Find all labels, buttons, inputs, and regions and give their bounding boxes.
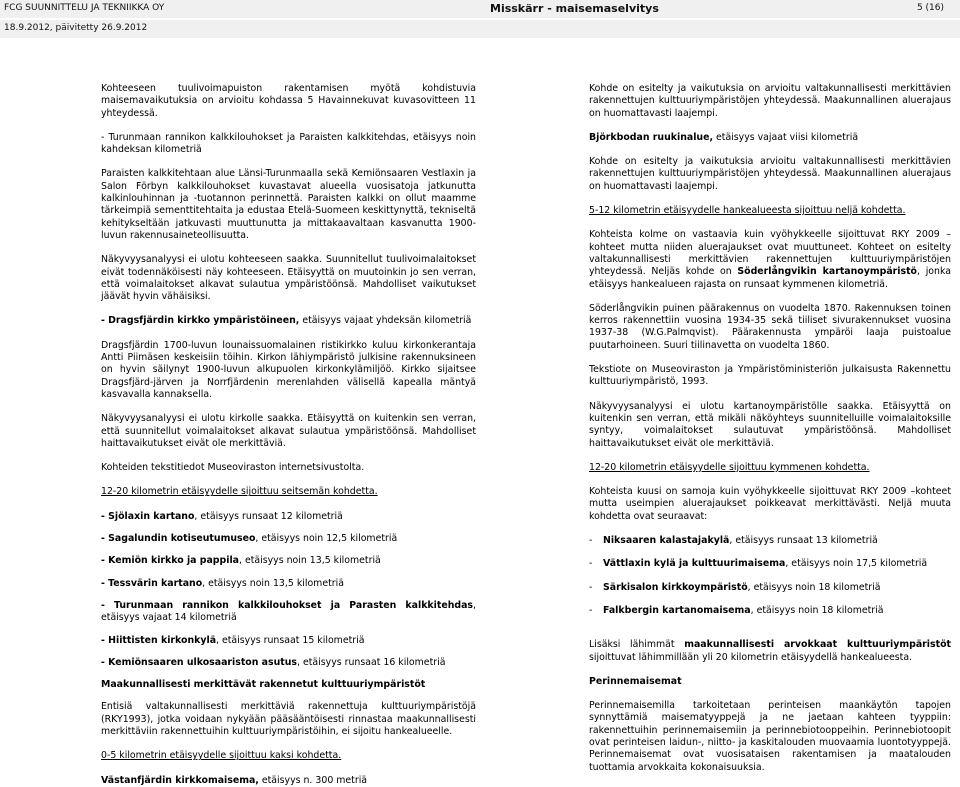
range-12-20-heading: 12-20 kilometrin etäisyydelle sijoittuu seitsemän kohdetta. <box>101 486 378 498</box>
dragsfjard-heading: - Dragsfjärdin kirkko ympäristöineen, etäisyys vajaat yhdeksän kilometriä <box>101 315 472 327</box>
dragsfjard-visibility: Näkyvyysanalyysi ei ulotu kirkolle saakka. Etäisyyttä on kuitenkin sen verran, että suunnitellut voimalaitokset alkavat sulautua ympäristöönsä. Mahdolliset haittavaikutukset eivät ole merkittäviä. <box>101 413 476 449</box>
list-item: - Kemiön kirkko ja pappila, etäisyys noin 13,5 kilometriä <box>101 555 381 567</box>
regional-heading: Maakunnallisesti merkittävät rakennetut kulttuuriympäristöt <box>101 679 426 691</box>
dragsfjard-description: Dragsfjärdin 1700-luvun lounaissuomalainen ristikirkko kuluu kirkonkerantaja Antti Piimäsen keskeisiin töihin. Kirkon lähiympäristö julkisine rakennuksineen on hyvin säilynyt 1900-luvun alkupuolen kirkonkylämiljöö. Kirkko sijaitsee Dragsfjärd-järven ja Norrfjärdenin merenlahden välisellä kapealla mäntyä kasvavalla kannaksella. <box>101 339 476 400</box>
list-item: - Niksaaren kalastajakylä, etäisyys runsaat 13 kilometriä <box>589 535 878 547</box>
perinnemaisemat-description: Perinnemaisemilla tarkoitetaan perinteisen maankäytön tapojen synnyttämiä maisematyyppejä ja ne jaetaan kahteen tyyppiin: rakennettuihin perinnemaisemiin ja perinnebiotooppeihin. Perinnebiotoopit ovat perinteisen laidun-, niitto- ja kaskitalouden muovaamia luontotyyppejä. Perinnemaisemat ovat vuosisataisen rakentamisen ja maatalouden tuottamia arvokkaita kokonaisuuksia. <box>589 700 951 773</box>
list-item: - Kemiönsaaren ulkosaariston asutus, etäisyys runsaat 16 kilometriä <box>101 656 446 668</box>
bjorkbodan-heading: Björkbodan ruukinalue, etäisyys vajaat viisi kilometriä <box>589 131 859 143</box>
left-column <box>101 83 476 787</box>
rky-paragraph: Kohteista kolme on vastaavia kuin vyöhykkeelle sijoittuvat RKY 2009 –kohteet mutta niiden aluerajaukset ovat muuttuneet. Kohteet on esitelty valtakunnallisesti merkittävien rakennettujen kulttuuriympäristöjen yhteydessä. Neljäs kohde on Söderlångvikin kartanoympäristö, jonka etäisyys hankealueen rajasta on runsaat kymmenen kilometriä. <box>589 229 951 290</box>
page-number: 5 (16) <box>916 3 944 13</box>
visibility-paragraph: Näkyvyysanalyysi ei ulotu kartanoympäristölle saakka. Etäisyyttä on kuitenkin sen verran, että mikäli näköyhteys suunnitelluille voimalaitoksille syntyy, voimalaitokset sulautuvat ympäristöönsä. Mahdolliset haittavaikutukset eivät ole merkittäviä. <box>589 400 951 449</box>
turunmaa-description: Paraisten kalkkitehtaan alue Länsi-Turunmaalla sekä Kemiönsaaren Vestlaxin ja Salon Förbyn kalkkilouhokset kuvastavat alueella vuosisatoja jatkunutta kalkinlouhinnan ja -tuotannon perinnettä. Paraisten kalkki on ollut maamme tärkeimpiä sementtitehtaita ja edustaa Etelä-Suomeen keskittynyttä, tekniseltä kehitykseltään jatkuvasti muuttunutta ja mittakaavaltaan kasvanutta 1900-luvun rakennusaineteollisuutta. <box>101 168 476 241</box>
header-bar <box>0 0 960 18</box>
site-list-right <box>589 535 951 617</box>
right-column <box>589 83 951 786</box>
list-item: - Sjölaxin kartano, etäisyys runsaat 12 kilometriä <box>101 510 343 522</box>
source-note-2: Tekstiote on Museoviraston ja Ympäristöministeriön julkaisusta Rakennettu kulttuuriympäristö, 1993. <box>589 364 951 388</box>
lisaksi-paragraph: Lisäksi lähimmät maakunnallisesti arvokkaat kulttuuriympäristöt sijoittuvat lähimmillään yli 20 kilometrin etäisyydellä hankealueesta. <box>589 639 951 663</box>
list-item: - Sagalundin kotiseutumuseo, etäisyys noin 12,5 kilometriä <box>101 533 398 545</box>
site-list <box>101 511 476 669</box>
soderlangvik-description: Söderlångvikin puinen päärakennus on vuodelta 1870. Rakennuksen toinen kerros rakennettiin vuosina 1934-35 sekä tiiliset sivurakennukset vuosina 1937-38 (W.G.Palmqvist). Päärakennusta ympäröi laaja puistoalue puutarhoineen. Suuri tiilinavetta on vuodelta 1860. <box>589 302 951 351</box>
vastanfjard-description: Kohde on esitelty ja vaikutuksia on arvioitu valtakunnallisesti merkittävien rakennettujen kulttuuriympäristöjen yhteydessä. Maakunnallinen aluerajaus on huomattavasti laajempi. <box>589 83 951 119</box>
range-5-12-heading: 5-12 kilometrin etäisyydelle hankealueesta sijoittuu neljä kohdetta. <box>589 205 906 217</box>
list-item: - Falkbergin kartanomaisema, etäisyys noin 18 kilometriä <box>589 604 884 616</box>
bjorkbodan-description: Kohde on esitelty ja vaikutuksia arvioitu valtakunnallisesti merkittävien rakennettujen kulttuuriympäristöjen yhteydessä. Maakunnallinen aluerajaus on huomattavasti laajempi. <box>589 156 951 192</box>
list-item: - Hiittisten kirkonkylä, etäisyys runsaat 15 kilometriä <box>101 634 365 646</box>
source-note: Kohteiden tekstitiedot Museoviraston internetsivustolta. <box>101 462 365 474</box>
range-12-20-heading-right: 12-20 kilometrin etäisyydelle sijoittuu kymmenen kohdetta. <box>589 461 870 473</box>
list-item: - Turunmaan rannikon kalkkilouhokset ja Parasten kalkkitehdas, etäisyys vajaat 14 kilometriä <box>101 599 476 624</box>
intro-paragraph: Kohteeseen tuulivoimapuiston rakentamisen myötä kohdistuvia maisemavaikutuksia on arvioitu kohdassa 5 Havainnekuvat kuvasovitteen 11 yhteydessä. <box>101 83 476 119</box>
list-item: - Särkisalon kirkkoympäristö, etäisyys noin 18 kilometriä <box>589 581 881 593</box>
regional-description: Entisiä valtakunnallisesti merkittäviä rakennettuja kulttuuriympäristöjä (RKY1993), jotka voidaan nykyään pääsääntöisesti rinnastaa maakunnallisesti merkittäviin rakennettuihin kulttuuriympäristöihin, ei sijoitu hankealueelle. <box>101 701 476 737</box>
list-item: - Tessvärin kartano, etäisyys noin 13,5 kilometriä <box>101 577 344 589</box>
date-bar <box>0 20 960 38</box>
kohteista-paragraph: Kohteista kuusi on samoja kuin vyöhykkeelle sijoittuvat RKY 2009 –kohteet mutta useimpien aluerajaukset poikkeavat merkittävästi. Neljä muuta kohdetta ovat seuraavat: <box>589 486 951 522</box>
turunmaa-visibility: Näkyvyysanalyysi ei ulotu kohteeseen saakka. Suunnitellut tuulivoimalaitokset eivät todennäköisesti näy kohteeseen. Etäisyyttä on muutoinkin jo sen verran, että voimalaitokset alkavat sulautua ympäristöönsä. Mahdolliset vaikutukset jäävät hyvin vähäisiksi. <box>101 254 476 303</box>
company-name: FCG SUUNNITTELU JA TEKNIIKKA OY <box>4 3 165 13</box>
document-title: Misskärr - maisemaselvitys <box>490 2 659 15</box>
perinnemaisemat-heading: Perinnemaisemat <box>589 675 682 687</box>
vastanfjard-heading: Västanfjärdin kirkkomaisema, etäisyys n. 300 metriä <box>101 774 368 786</box>
turunmaa-heading: - Turunmaan rannikon kalkkilouhokset ja Paraisten kalkkitehdas, etäisyys noin kahdeksan kilometriä <box>101 131 476 156</box>
document-date: 18.9.2012, päivitetty 26.9.2012 <box>4 23 148 33</box>
list-item: - Vättlaxin kylä ja kulttuurimaisema, etäisyys noin 17,5 kilometriä <box>589 558 928 570</box>
range-0-5-heading: 0-5 kilometrin etäisyydelle sijoittuu kaksi kohdetta. <box>101 750 342 762</box>
